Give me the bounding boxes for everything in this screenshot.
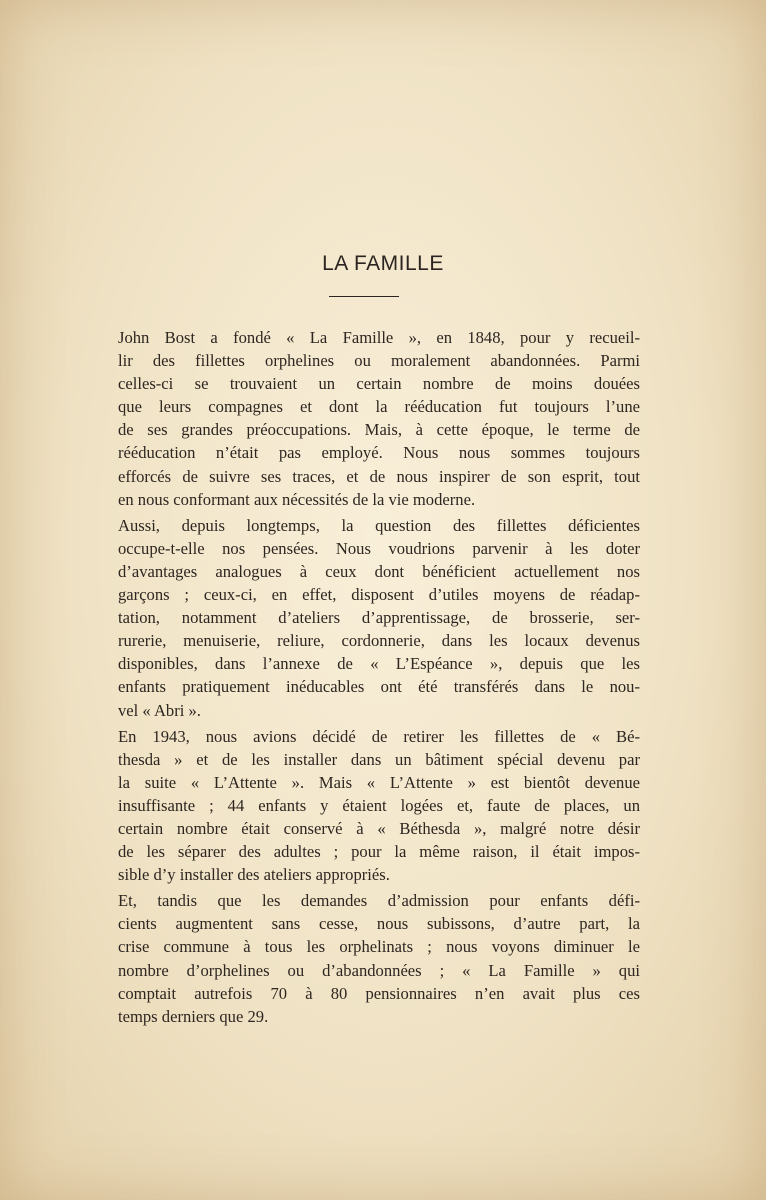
- text-line: de ses grandes préoccupations. Mais, à cette époque, le terme de: [118, 420, 640, 440]
- text-line: nombre d’orphelines ou d’abandonnées ; « La Famille » qui: [118, 960, 640, 980]
- text-line: temps derniers que 29.: [118, 1006, 269, 1026]
- text-line: en nous conformant aux nécessités de la vie moderne.: [118, 489, 476, 509]
- text-line: thesda » et de les installer dans un bâtiment spécial devenu par: [118, 749, 640, 769]
- text-line: certain nombre était conservé à « Béthesda », malgré notre désir: [118, 818, 640, 838]
- paragraph-4: [118, 889, 640, 1028]
- text-line: Aussi, depuis longtemps, la question des fillettes déficientes: [118, 515, 640, 535]
- text-line: que leurs compagnes et dont la rééducation fut toujours l’une: [118, 397, 640, 417]
- paragraph-1: [118, 326, 640, 511]
- text-line: Et, tandis que les demandes d’admission pour enfants défi-: [118, 891, 640, 911]
- text-line: tation, notamment d’ateliers d’apprentissage, de brosserie, ser-: [118, 608, 640, 628]
- text-line: comptait autrefois 70 à 80 pensionnaires n’en avait plus ces: [118, 983, 640, 1003]
- text-line: John Bost a fondé « La Famille », en 1848, pour y recueil-: [118, 328, 640, 347]
- title-rule: [329, 296, 399, 297]
- text-line: de les séparer des adultes ; pour la même raison, il était impos-: [118, 842, 640, 862]
- text-line: la suite « L’Attente ». Mais « L’Attente » est bientôt devenue: [118, 772, 640, 792]
- text-line: garçons ; ceux-ci, en effet, disposent d’utiles moyens de réadap-: [118, 585, 640, 605]
- text-line: insuffisante ; 44 enfants y étaient logées et, faute de places, un: [118, 795, 640, 815]
- text-line: En 1943, nous avions décidé de retirer les fillettes de « Bé-: [118, 726, 640, 746]
- text-line: d’avantages analogues à ceux dont bénéficient actuellement nos: [118, 561, 640, 581]
- text-line: occupe-t-elle nos pensées. Nous voudrions parvenir à les doter: [118, 538, 640, 558]
- paragraph-2: [118, 514, 640, 722]
- text-line: cients augmentent sans cesse, nous subissons, d’autre part, la: [118, 914, 640, 934]
- page-title: LA FAMILLE: [322, 252, 444, 275]
- text-line: lir des fillettes orphelines ou moralement abandonnées. Parmi: [118, 351, 640, 371]
- paragraph-3: [118, 725, 640, 887]
- text-line: rurerie, menuiserie, reliure, cordonnerie, dans les locaux devenus: [118, 631, 640, 651]
- text-line: efforcés de suivre ses traces, et de nous inspirer de son esprit, tout: [118, 466, 640, 486]
- body-text: [118, 326, 640, 1031]
- text-line: rééducation n’était pas employé. Nous nous sommes toujours: [118, 443, 640, 463]
- text-line: crise commune à tous les orphelinats ; nous voyons diminuer le: [118, 937, 640, 957]
- text-line: disponibles, dans l’annexe de « L’Espéance », depuis que les: [118, 654, 640, 674]
- text-line: vel « Abri ».: [118, 700, 201, 720]
- text-line: enfants pratiquement inéducables ont été transférés dans le nou-: [118, 677, 640, 697]
- text-line: celles-ci se trouvaient un certain nombre de moins douées: [118, 374, 640, 394]
- text-line: sible d’y installer des ateliers appropriés.: [118, 865, 390, 885]
